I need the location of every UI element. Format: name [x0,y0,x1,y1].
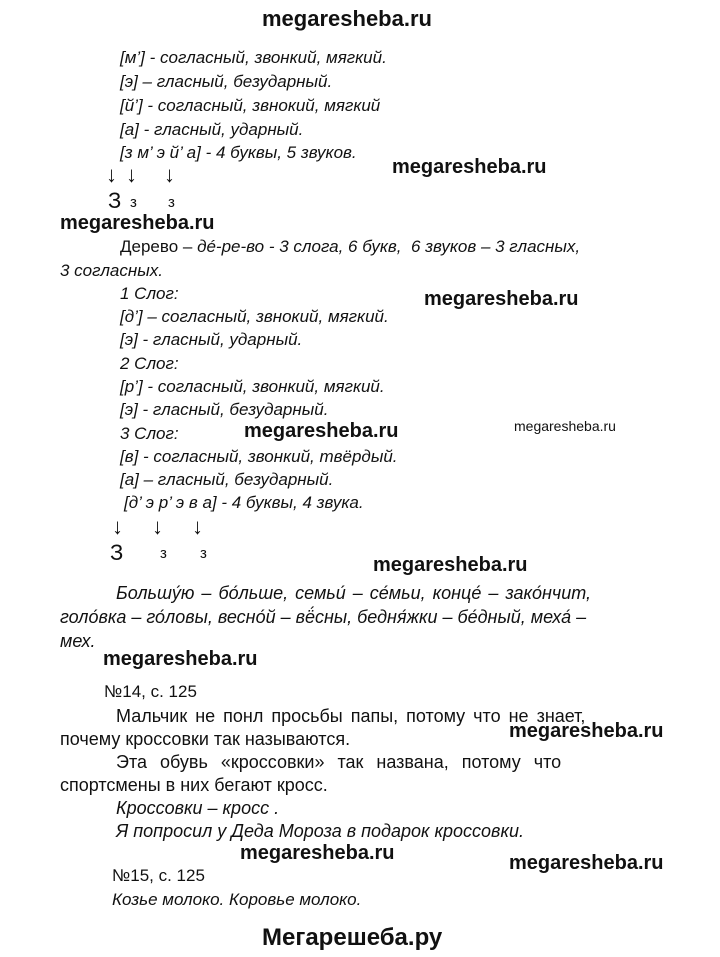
watermark: megaresheba.ru [392,156,547,178]
sound-mark: з [168,194,175,211]
phonetic-line: [р’] - согласный, звонкий, мягкий. [120,377,385,396]
watermark: megaresheba.ru [240,842,395,864]
watermark: megaresheba.ru [244,420,399,442]
phonetic-line: [э] - гласный, безударный. [120,400,329,419]
derevo-intro-cont: 3 согласных. [60,261,163,280]
phonetic-line: [д’] – согласный, звнокий, мягкий. [120,307,389,326]
transcription-line: [д’ э р’ э в а] - 4 буквы, 4 звука. [124,493,364,512]
sound-mark: З [110,540,124,565]
task-text: спортсмены в них бегают кросс. [60,775,328,795]
task-text: Мальчик не понл просьбы папы, потому что не знает, [116,706,586,726]
down-arrow-icon: ↓ [106,162,117,187]
example-sentence: Я попросил у Деда Мороза в подарок кроссовки. [116,821,524,841]
watermark: megaresheba.ru [424,288,579,310]
watermark-top: megaresheba.ru [262,6,432,31]
phonetic-line: [а] - гласный, ударный. [120,120,304,139]
down-arrow-icon: ↓ [192,514,203,539]
phonetic-line: [а] – гласный, безударный. [120,470,334,489]
watermark: megaresheba.ru [103,648,258,670]
down-arrow-icon: ↓ [126,162,137,187]
down-arrow-icon: ↓ [112,514,123,539]
down-arrow-icon: ↓ [152,514,163,539]
syllable-label: 1 Слог: [120,284,179,303]
watermark-bottom: Мегарешеба.ру [262,924,443,951]
phonetic-line: [э] - гласный, ударный. [120,330,303,349]
task-title: №14, с. 125 [104,682,197,701]
phonetic-line: [й’] - согласный, звнокий, мягкий [120,96,381,115]
derevo-intro: Дерево – дé-ре-во - 3 слога, 6 букв, 6 звуков – 3 гласных, [120,237,581,256]
word-pairs-line: голо́вка – го́ловы, весно́й – вё́сны, бедня́жки – бе́дный, меха́ – [60,607,587,627]
word-pairs-line: Большу́ю – бо́льше, семьи́ – се́мьи, конце́ – зако́нчит, [116,583,592,603]
task-text: почему кроссовки так называются. [60,729,351,749]
syllable-label: 3 Слог: [120,424,179,443]
down-arrow-icon: ↓ [164,162,175,187]
sound-mark: з [130,194,137,211]
watermark: megaresheba.ru [514,418,616,434]
phonetic-line: [в] - согласный, звонкий, твёрдый. [120,447,398,466]
watermark: megaresheba.ru [373,554,528,576]
watermark: megaresheba.ru [60,212,215,234]
task-text: Эта обувь «кроссовки» так названа, потому что [116,752,562,772]
watermark: megaresheba.ru [509,852,664,874]
task-text: Козье молоко. Коровье молоко. [112,890,362,909]
phonetic-line: [э] – гласный, безударный. [120,72,333,91]
word-root-line: Кроссовки – кросс . [116,798,280,818]
sound-mark: З [108,188,122,213]
syllable-label: 2 Слог: [120,354,179,373]
watermark: megaresheba.ru [509,720,664,742]
transcription-line: [з м’ э й’ а] - 4 буквы, 5 звуков. [120,143,357,162]
task-title: №15, с. 125 [112,866,205,885]
sound-mark: з [200,545,207,562]
sound-mark: з [160,545,167,562]
phonetic-line: [м’] - согласный, звонкий, мягкий. [120,48,387,67]
word-pairs-line: мех. [60,631,96,651]
